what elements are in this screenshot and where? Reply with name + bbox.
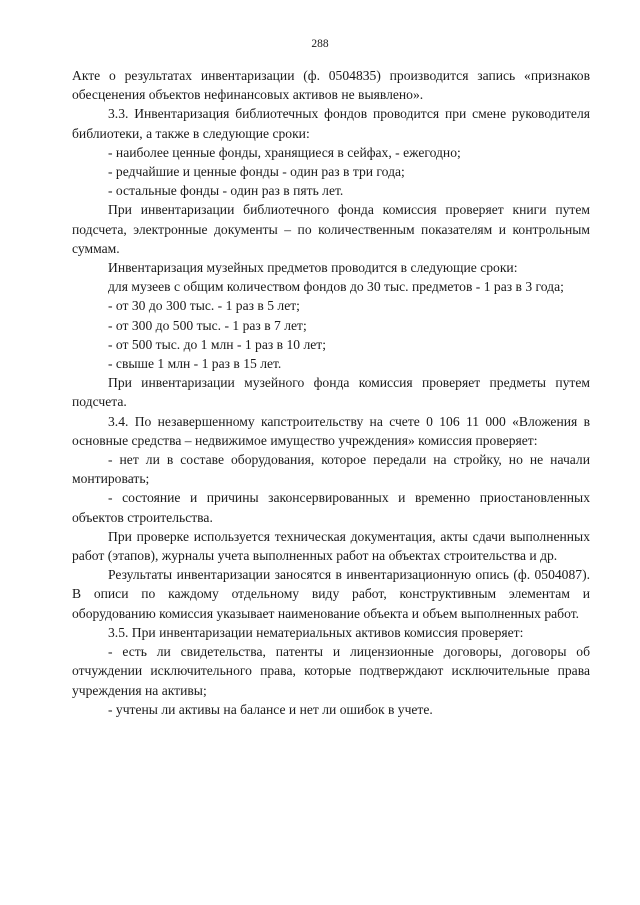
list-item: - нет ли в составе оборудования, которое передали на стройку, но не начали монтировать;: [72, 452, 590, 487]
list-item: - свыше 1 млн - 1 раз в 15 лет.: [108, 356, 282, 372]
list-item: - состояние и причины законсервированных и временно приостановленных объектов строительства.: [72, 490, 590, 525]
paragraph-3-3: 3.3. Инвентаризация библиотечных фондов проводится при смене руководителя библиотеки, а также в следующие сроки:: [72, 106, 590, 141]
paragraph-act-record: Акте о результатах инвентаризации (ф. 0504835) производится запись «признаков обесценения объектов нефинансовых активов не выявлено».: [72, 68, 590, 103]
paragraph-results: Результаты инвентаризации заносятся в инвентаризационную опись (ф. 0504087). В описи по каждому отдельному виду работ, конструктивным элементам и оборудованию комиссия указывает наименование объекта и объем выполненных работ.: [72, 567, 590, 621]
list-item: - учтены ли активы на балансе и нет ли ошибок в учете.: [108, 701, 433, 717]
paragraph-museum-terms: Инвентаризация музейных предметов проводится в следующие сроки:: [108, 260, 518, 276]
list-item: - от 500 тыс. до 1 млн - 1 раз в 10 лет;: [108, 336, 327, 352]
document-body: [72, 66, 590, 719]
paragraph-3-5: 3.5. При инвентаризации нематериальных активов комиссия проверяет:: [108, 624, 524, 640]
paragraph-documentation: При проверке используется техническая документация, акты сдачи выполненных работ (этапов), журналы учета выполненных работ на объектах строительства и др.: [72, 528, 590, 564]
paragraph-library-check: При инвентаризации библиотечного фонда комиссия проверяет книги путем подсчета, электронные документы – по количественным показателям и контрольным суммам.: [72, 202, 590, 256]
list-item: - остальные фонды - один раз в пять лет.: [108, 183, 344, 199]
list-item: - есть ли свидетельства, патенты и лицензионные договоры, договоры об отчуждении исключительного права, которые подтверждают исключительные права учреждения на активы;: [72, 644, 590, 698]
list-item: - наиболее ценные фонды, хранящиеся в сейфах, - ежегодно;: [108, 144, 461, 160]
list-item: - от 300 до 500 тыс. - 1 раз в 7 лет;: [108, 317, 307, 333]
list-item: - от 30 до 300 тыс. - 1 раз в 5 лет;: [108, 298, 300, 314]
list-item: - редчайшие и ценные фонды - один раз в три года;: [108, 164, 405, 180]
page-number: 288: [311, 38, 329, 50]
paragraph-museum-check: При инвентаризации музейного фонда комиссия проверяет предметы путем подсчета.: [72, 375, 590, 410]
list-item: для музеев с общим количеством фондов до 30 тыс. предметов - 1 раз в 3 года;: [108, 279, 564, 295]
paragraph-3-4: 3.4. По незавершенному капстроительству на счете 0 106 11 000 «Вложения в основные средства – недвижимое имущество учреждения» комиссия проверяет:: [72, 413, 590, 448]
